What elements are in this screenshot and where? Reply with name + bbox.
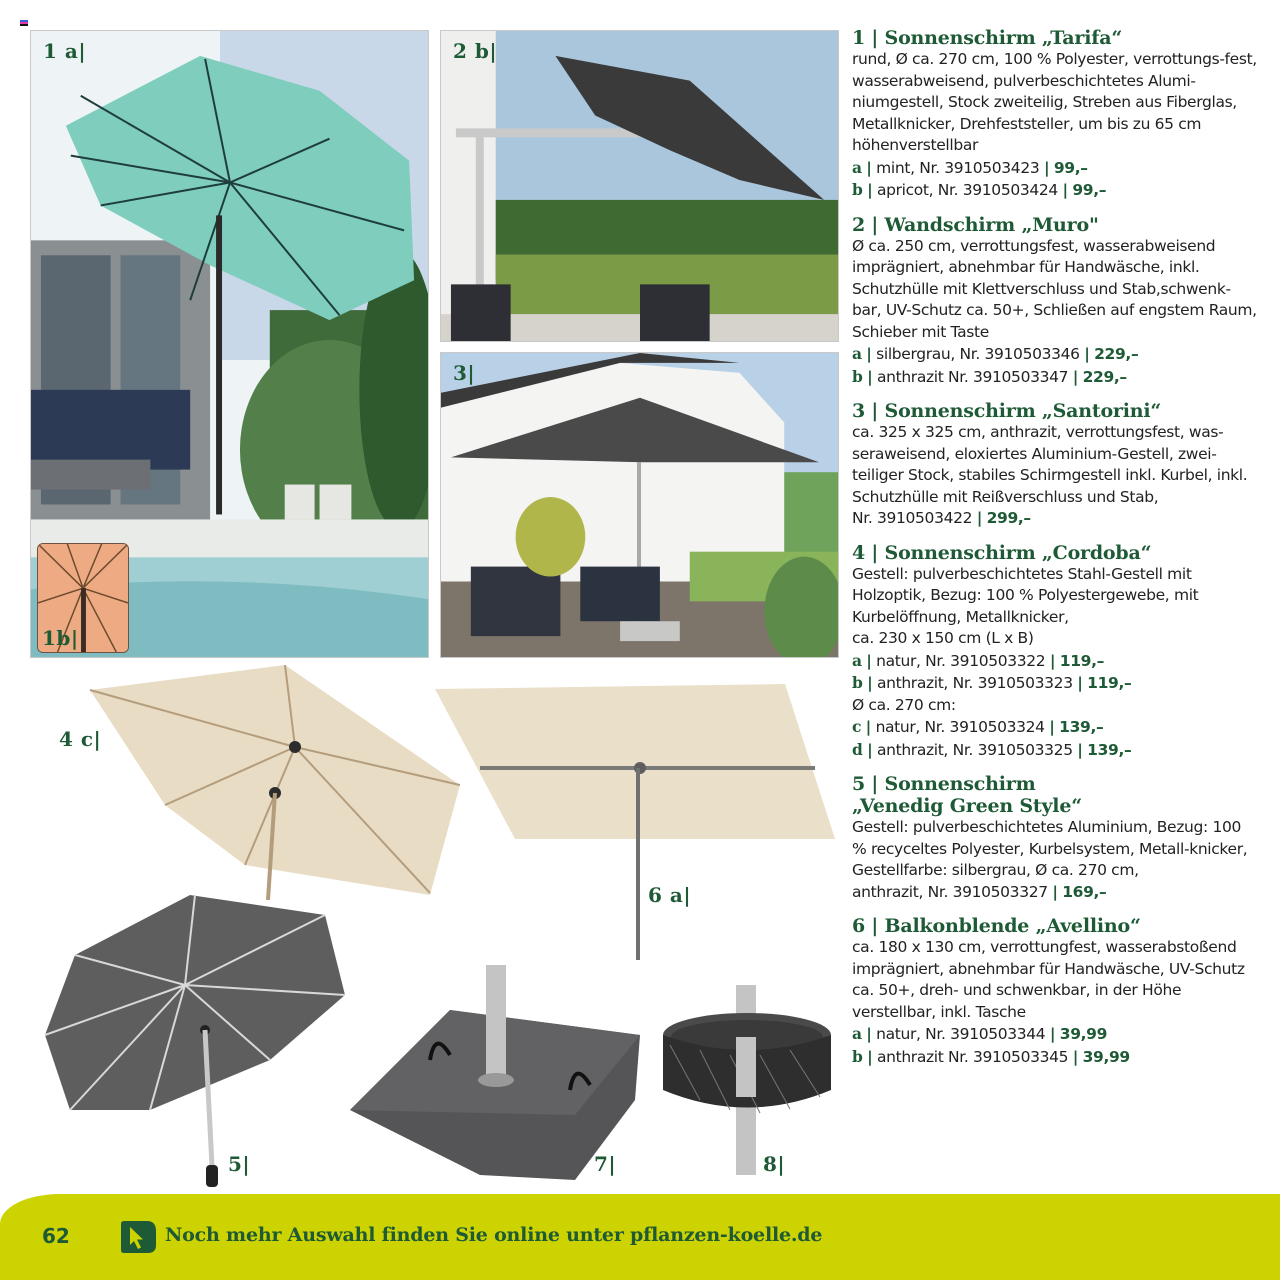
- variant-price: 99,–: [1072, 181, 1107, 199]
- size-line: Ø ca. 270 cm:: [852, 695, 956, 714]
- variant-row: b | anthrazit, Nr. 3910503323 | 119,–: [852, 673, 1132, 692]
- image-label-7: 7|: [594, 1152, 617, 1176]
- product-2-muro: [852, 214, 1257, 389]
- image-label-1b: 1b|: [42, 626, 79, 650]
- variant-text: anthrazit Nr. 3910503345: [876, 1047, 1069, 1066]
- variant-key: b: [852, 180, 863, 199]
- order-line: anthrazit, Nr. 3910503327 | 169,–: [852, 882, 1107, 901]
- variant-price: 229,–: [1094, 345, 1139, 363]
- order-number: anthrazit, Nr. 3910503327: [852, 882, 1048, 901]
- variant-key: b: [852, 1046, 863, 1066]
- product-description: Ø ca. 250 cm, verrottungsfest, wasserabweisend imprägniert, abnehmbar für Handwäsche, inkl. Schutzhülle mit Klettverschluss und Stab,schwenk-bar, UV-Schutz ca. 50+, Schließen auf engstem Raum, Schieber mit Taste: [852, 236, 1257, 341]
- variant-price: 139,–: [1059, 718, 1104, 736]
- order-number: Nr. 3910503422: [852, 509, 973, 527]
- variant-text: anthrazit, Nr. 3910503323: [876, 674, 1073, 692]
- variant-row: b | anthrazit Nr. 3910503347 | 229,–: [852, 366, 1127, 386]
- variant-price: 99,–: [1053, 158, 1088, 177]
- variant-price: 119,–: [1087, 674, 1132, 692]
- product-title: 1 | Sonnenschirm „Tarifa“: [852, 27, 1123, 49]
- variant-key: b: [852, 673, 863, 692]
- price: 299,–: [986, 509, 1031, 527]
- product-description: rund, Ø ca. 270 cm, 100 % Polyester, verrottungs-fest, wasserabweisend, pulverbeschichtetes Alumi-niumgestell, Stock zweiteilig, Streben aus Fiberglas, Metallknicker, Drehfeststeller, um bis zu 65 cm höhenverstellbar: [852, 50, 1257, 154]
- variant-row: b | anthrazit Nr. 3910503345 | 39,99: [852, 1046, 1130, 1066]
- product-title-line1: 5 | Sonnenschirm: [852, 773, 1036, 795]
- variant-text: natur, Nr. 3910503324: [875, 718, 1045, 736]
- product-description: Gestell: pulverbeschichtetes Stahl-Gestell mit Holzoptik, Bezug: 100 % Polyestergewebe, mit Kurbelöffnung, Metallknicker,: [852, 564, 1199, 626]
- website-link-text[interactable]: Noch mehr Auswahl finden Sie online unter pflanzen-koelle.de: [165, 1224, 823, 1246]
- product-title: 3 | Sonnenschirm „Santorini“: [852, 400, 1162, 422]
- variant-text: natur, Nr. 3910503322: [876, 651, 1046, 670]
- product-title: 4 | Sonnenschirm „Cordoba“: [852, 541, 1152, 564]
- variant-price: 39,99: [1059, 1025, 1108, 1043]
- product-list: [852, 27, 1257, 1080]
- product-6-avellino: [852, 915, 1257, 1068]
- product-title-line2: „Venedig Green Style“: [852, 795, 1082, 817]
- print-registration-mark: [20, 20, 28, 27]
- price: 169,–: [1062, 882, 1107, 901]
- product-description: ca. 180 x 130 cm, verrottungfest, wasserabstoßend imprägniert, abnehmbar für Handwäsche, UV-Schutz ca. 50+, dreh- und schwenkbar, in der Höhe verstellbar, inkl. Tasche: [852, 938, 1245, 1021]
- order-line: Nr. 3910503422 | 299,–: [852, 509, 1031, 527]
- product-description: ca. 325 x 325 cm, anthrazit, verrottungsfest, was-seraweisend, eloxiertes Aluminium-Gestell, zwei-teiliger Stock, stabiles Schirmgestell inkl. Kurbel, inkl. Schutzhülle mit Reißverschluss und Stab,: [852, 423, 1248, 506]
- product-title: 6 | Balkonblende „Avellino“: [852, 915, 1141, 937]
- variant-row: a | natur, Nr. 3910503322 | 119,–: [852, 650, 1105, 670]
- page-number: 62: [42, 1224, 70, 1248]
- variant-price: 139,–: [1087, 740, 1132, 759]
- variant-price: 229,–: [1082, 367, 1127, 386]
- variant-text: natur, Nr. 3910503344: [876, 1025, 1046, 1043]
- product-description: Gestell: pulverbeschichtetes Aluminium, Bezug: 100 % recyceltes Polyester, Kurbelsystem, Metall-knicker, Gestellfarbe: silbergrau, Ø ca. 270 cm,: [852, 818, 1248, 879]
- variant-key: d: [852, 739, 863, 759]
- variant-row: a | mint, Nr. 3910503423 | 99,–: [852, 157, 1088, 177]
- product-title: 2 | Wandschirm „Muro": [852, 213, 1099, 236]
- variant-row: a | natur, Nr. 3910503344 | 39,99: [852, 1024, 1108, 1043]
- product-1-tarifa: [852, 27, 1257, 202]
- variant-key: a: [852, 650, 862, 670]
- variant-row: d | anthrazit, Nr. 3910503325 | 139,–: [852, 739, 1132, 759]
- variant-text: apricot, Nr. 3910503424: [876, 181, 1058, 199]
- variant-key: c: [852, 717, 862, 736]
- product-image-4c: [85, 665, 460, 900]
- image-label-4c: 4 c|: [59, 727, 102, 751]
- image-label-8: 8|: [763, 1152, 786, 1176]
- product-photo-3: [440, 352, 839, 658]
- image-label-2b: 2 b|: [453, 39, 498, 63]
- product-photo-2b: [440, 30, 839, 342]
- variant-text: anthrazit, Nr. 3910503325: [876, 740, 1073, 759]
- variant-text: silbergrau, Nr. 3910503346: [876, 345, 1080, 363]
- footer-bar: [0, 1194, 1280, 1280]
- size-line: ca. 230 x 150 cm (L x B): [852, 629, 1034, 647]
- image-label-6a: 6 a|: [648, 883, 692, 907]
- image-label-3: 3|: [453, 361, 476, 385]
- variant-key: a: [852, 157, 862, 177]
- variant-row: b | apricot, Nr. 3910503424 | 99,–: [852, 180, 1107, 199]
- image-label-1a: 1 a|: [43, 39, 87, 63]
- variant-price: 39,99: [1082, 1047, 1130, 1066]
- product-image-5: [30, 885, 380, 1195]
- product-3-santorini: [852, 400, 1257, 530]
- variant-text: mint, Nr. 3910503423: [876, 158, 1040, 177]
- product-image-6a: [435, 684, 840, 960]
- variant-text: anthrazit Nr. 3910503347: [876, 367, 1069, 386]
- variant-price: 119,–: [1059, 651, 1105, 670]
- variant-key: b: [852, 366, 863, 386]
- product-image-8: [660, 985, 835, 1175]
- variant-key: a: [852, 344, 862, 363]
- variant-row: c | natur, Nr. 3910503324 | 139,–: [852, 717, 1104, 736]
- image-label-5: 5|: [228, 1152, 251, 1176]
- product-4-cordoba: [852, 542, 1257, 762]
- product-photo-1b-inset: [37, 543, 129, 653]
- cursor-arrow-icon: [121, 1221, 156, 1253]
- variant-key: a: [852, 1024, 862, 1043]
- variant-row: a | silbergrau, Nr. 3910503346 | 229,–: [852, 344, 1139, 363]
- product-5-venedig: [852, 773, 1257, 903]
